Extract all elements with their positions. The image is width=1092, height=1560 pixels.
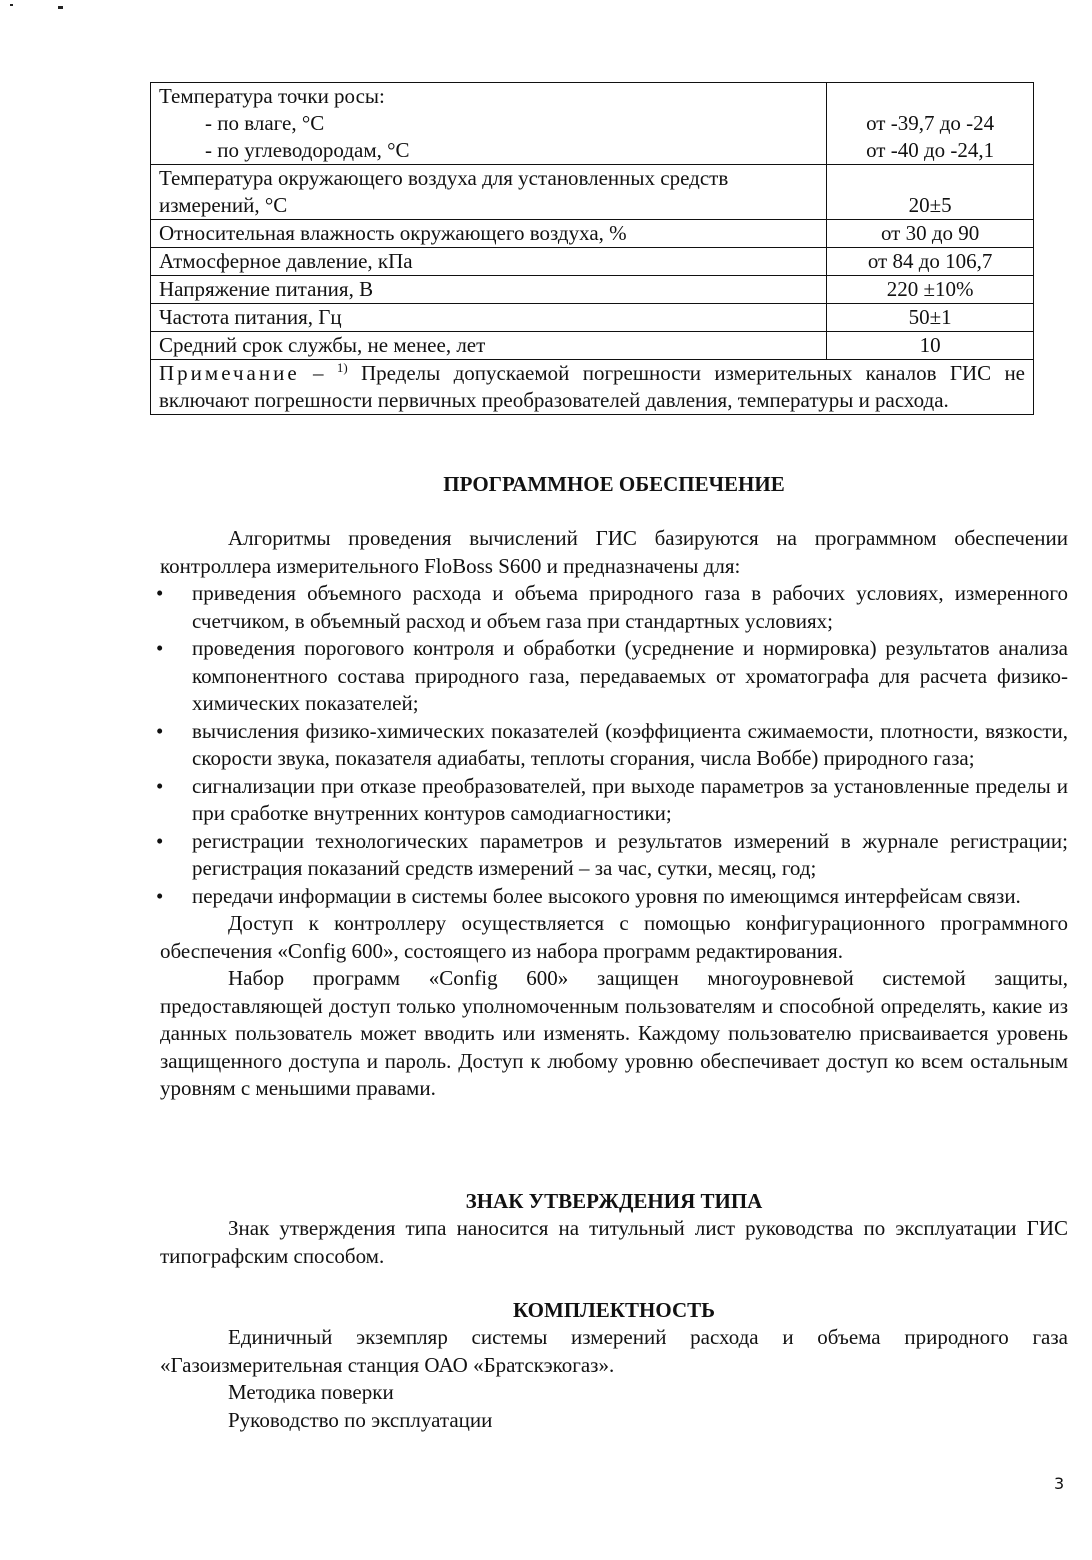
value-cell: от 30 до 90 bbox=[827, 220, 1034, 248]
param-label: измерений, °С bbox=[159, 193, 288, 217]
list-item: • приведения объемного расхода и объема природного газа в рабочих условиях, измеренного счетчиком, в объемный расход и объем газа при стандартных условиях; bbox=[156, 580, 1068, 635]
list-item: Руководство по эксплуатации bbox=[228, 1407, 493, 1432]
note-text: Пределы допускаемой погрешности измерительных каналов ГИС не включают погрешности первичных преобразователей давления, температуры и расхода. bbox=[159, 361, 1026, 412]
table-note bbox=[151, 360, 1034, 415]
bullet-list bbox=[156, 580, 1068, 910]
paragraph: Доступ к контроллеру осуществляется с помощью конфигурационного программного обеспечения «Config 600», состоящего из набора программ редактирования. bbox=[160, 911, 1068, 963]
param-cell bbox=[151, 165, 827, 220]
value-cell: 20±5 bbox=[827, 165, 1034, 220]
value-text: от -40 до -24,1 bbox=[866, 138, 995, 162]
table-note-row bbox=[151, 360, 1034, 415]
param-cell: Частота питания, Гц bbox=[151, 304, 827, 332]
table-row bbox=[151, 332, 1034, 360]
section-heading: ЗНАК УТВЕРЖДЕНИЯ ТИПА bbox=[465, 1189, 763, 1213]
list-item: • регистрации технологических параметров и результатов измерений в журнале регистрации; регистрация показаний средств измерений – за час, сутки, месяц, год; bbox=[156, 828, 1068, 883]
value-cell: 10 bbox=[827, 332, 1034, 360]
param-sublabel: - по влаге, °С bbox=[205, 111, 325, 135]
param-cell: Напряжение питания, В bbox=[151, 276, 827, 304]
param-sublabel: - по углеводородам, °С bbox=[205, 138, 410, 162]
value-cell: 50±1 bbox=[827, 304, 1034, 332]
table-row bbox=[151, 165, 1034, 220]
list-item: • вычисления физико-химических показателей (коэффициента сжимаемости, плотности, вязкости, скорости звука, показателя адиабаты, теплоты сгорания, числа Воббе) природного газа; bbox=[156, 718, 1068, 773]
specifications-table bbox=[150, 82, 1034, 415]
value-cell bbox=[827, 83, 1034, 165]
list-item: • передачи информации в системы более высокого уровня по имеющимся интерфейсам связи. bbox=[156, 883, 1068, 911]
paragraph: Знак утверждения типа наносится на титульный лист руководства по эксплуатации ГИС типографским способом. bbox=[160, 1216, 1068, 1268]
software-section bbox=[160, 470, 1068, 1103]
paragraph: Алгоритмы проведения вычислений ГИС базируются на программном обеспечении контроллера измерительного FloBoss S600 и предназначены для: bbox=[160, 526, 1068, 578]
param-label: Температура точки росы: bbox=[159, 84, 385, 108]
param-cell bbox=[151, 83, 827, 165]
table-row bbox=[151, 304, 1034, 332]
param-cell: Относительная влажность окружающего воздуха, % bbox=[151, 220, 827, 248]
list-item: Методика поверки bbox=[228, 1380, 394, 1404]
table-row bbox=[151, 83, 1034, 165]
note-label: Примечание bbox=[159, 361, 300, 385]
param-cell: Атмосферное давление, кПа bbox=[151, 248, 827, 276]
note-dash: – bbox=[299, 361, 337, 385]
param-cell: Средний срок службы, не менее, лет bbox=[151, 332, 827, 360]
scan-artifact bbox=[10, 4, 13, 6]
completeness-section bbox=[160, 1296, 1068, 1434]
table-row bbox=[151, 276, 1034, 304]
paragraph: Единичный экземпляр системы измерений расхода и объема природного газа «Газоизмерительная станция ОАО «Братскэкогаз». bbox=[160, 1325, 1068, 1377]
section-heading: КОМПЛЕКТНОСТЬ bbox=[512, 1298, 716, 1322]
table-row bbox=[151, 248, 1034, 276]
value-cell: 220 ±10% bbox=[827, 276, 1034, 304]
list-item: • проведения порогового контроля и обработки (усреднение и нормировка) результатов анализа компонентного состава природного газа, передаваемых от хроматографа для расчета физико-химических показателей; bbox=[156, 635, 1068, 718]
table-row bbox=[151, 220, 1034, 248]
footnote-marker: 1) bbox=[336, 360, 348, 375]
param-label: Температура окружающего воздуха для установленных средств bbox=[159, 166, 729, 190]
value-text: от -39,7 до -24 bbox=[866, 111, 995, 135]
value-cell: от 84 до 106,7 bbox=[827, 248, 1034, 276]
page-number: 3 bbox=[1054, 1474, 1065, 1493]
section-heading: ПРОГРАММНОЕ ОБЕСПЕЧЕНИЕ bbox=[443, 472, 785, 496]
list-item: • сигнализации при отказе преобразователей, при выходе параметров за установленные пределы и при сработке внутренних контуров самодиагностики; bbox=[156, 773, 1068, 828]
scan-artifact bbox=[58, 6, 63, 9]
paragraph: Набор программ «Config 600» защищен многоуровневой системой защиты, предоставляющей доступ только уполномоченным пользователям и способной определять, какие из данных пользователь может вводить или изменять. Каждому пользователю присваивается уровень защищенного доступа и пароль. Доступ к любому уровню обеспечивает доступ ко всем остальным уровням с меньшими правами. bbox=[160, 966, 1068, 1100]
approval-section bbox=[160, 1187, 1068, 1270]
